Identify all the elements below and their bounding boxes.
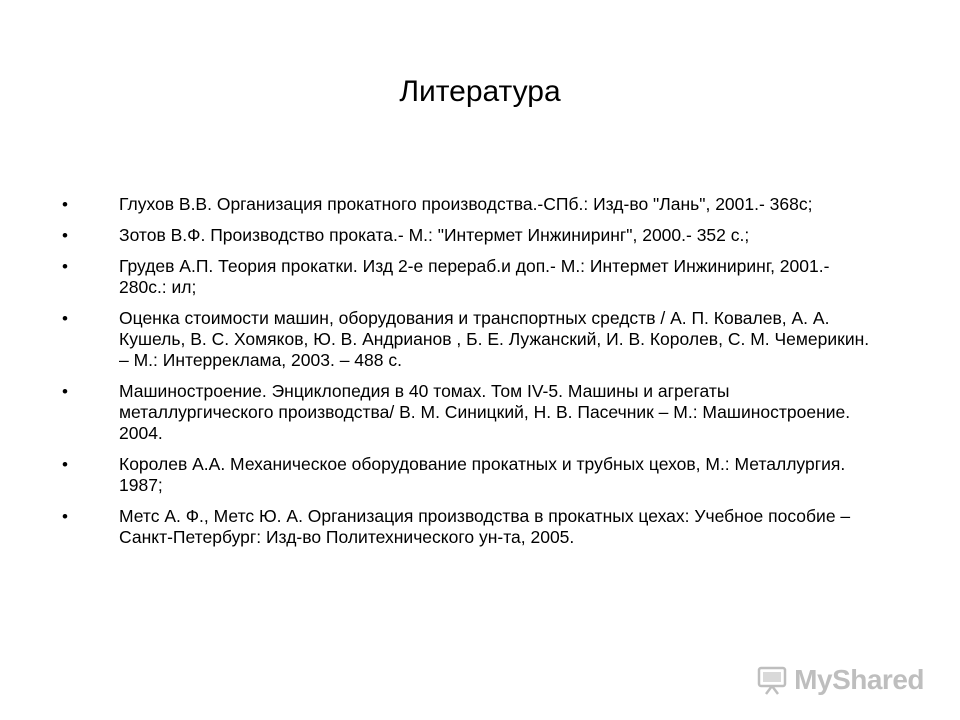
- bullet-icon: •: [62, 309, 68, 328]
- bullet-icon: •: [62, 195, 68, 214]
- bullet-icon: •: [62, 257, 68, 276]
- bullet-icon: •: [62, 455, 68, 474]
- bullet-icon: •: [62, 382, 68, 401]
- presentation-board-icon: [756, 664, 788, 696]
- reference-text: Машиностроение. Энциклопедия в 40 томах. Том IV-5. Машины и агрегаты металлургического производства/ В. М. Синицкий, Н. В. Пасечник – М.: Машиностроение. 2004.: [119, 381, 851, 443]
- reference-text: Метс А. Ф., Метс Ю. А. Организация производства в прокатных цехах: Учебное пособие – Санкт-Петербург: Изд-во Политехнического ун-та, 2005.: [119, 506, 851, 547]
- reference-item: [0, 454, 960, 496]
- reference-item: [0, 381, 960, 444]
- reference-text: Оценка стоимости машин, оборудования и транспортных средств / А. П. Ковалев, А. А. Кушель, В. С. Хомяков, Ю. В. Андрианов , Б. Е. Лужанский, И. В. Королев, С. М. Чемерикин. – М.: Интерреклама, 2003. – 488 с.: [119, 308, 870, 370]
- myshared-watermark: [756, 664, 924, 696]
- bullet-icon: •: [62, 507, 68, 526]
- reference-text: Зотов В.Ф. Производство проката.- М.: "Интермет Инжиниринг", 2000.- 352 с.;: [119, 225, 750, 245]
- reference-item: [0, 194, 960, 215]
- reference-item: [0, 256, 960, 298]
- watermark-text: MyShared: [794, 664, 924, 695]
- reference-item: [0, 225, 960, 246]
- reference-text: Грудев А.П. Теория прокатки. Изд 2-е перераб.и доп.- М.: Интермет Инжиниринг, 2001.- 280с.: ил;: [119, 256, 830, 297]
- reference-item: [0, 308, 960, 371]
- slide-title: Литература: [399, 75, 561, 108]
- reference-item: [0, 506, 960, 548]
- reference-list: [0, 194, 960, 558]
- bullet-icon: •: [62, 226, 68, 245]
- reference-text: Королев А.А. Механическое оборудование прокатных и трубных цехов, М.: Металлургия. 1987;: [119, 454, 846, 495]
- reference-text: Глухов В.В. Организация прокатного производства.-СПб.: Изд-во "Лань", 2001.- 368с;: [119, 194, 813, 214]
